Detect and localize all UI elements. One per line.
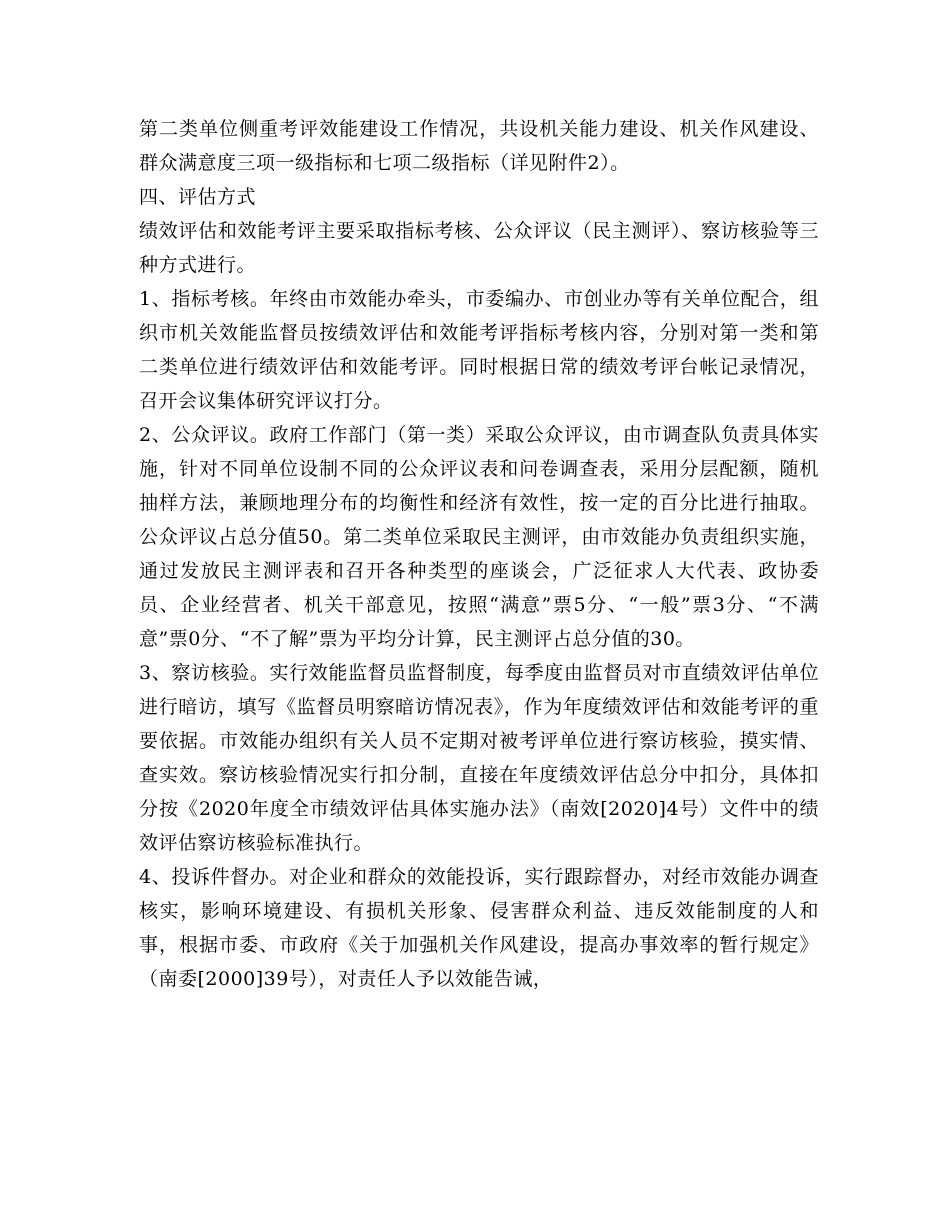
- paragraph-category-two-criteria: 第二类单位侧重考评效能建设工作情况，共设机关能力建设、机关作风建设、群众满意度三项一级指标和七项二级指标（详见附件2）。: [139, 118, 819, 174]
- section-heading-evaluation-method: 四、评估方式: [139, 186, 257, 208]
- paragraph-evaluation-overview: 绩效评估和效能考评主要采取指标考核、公众评议（民主测评）、察访核验等三种方式进行。: [139, 220, 819, 276]
- paragraph-complaint-supervision: 4、投诉件督办。对企业和群众的效能投诉，实行跟踪督办，对经市效能办调查核实，影响环境建设、有损机关形象、侵害群众利益、违反效能制度的人和事，根据市委、市政府《关于加强机关作风建设，提高办事效率的暂行规定》（南委[2000]39号），对责任人予以效能告诫，: [139, 866, 819, 990]
- paragraph-indicator-assessment: 1、指标考核。年终由市效能办牵头，市委编办、市创业办等有关单位配合，组织市机关效能监督员按绩效评估和效能考评指标考核内容，分别对第一类和第二类单位进行绩效评估和效能考评。同时根据日常的绩效考评台帐记录情况，召开会议集体研究评议打分。: [139, 288, 819, 412]
- document-body: [139, 112, 819, 996]
- paragraph-public-review: 2、公众评议。政府工作部门（第一类）采取公众评议，由市调查队负责具体实施，针对不同单位设制不同的公众评议表和问卷调查表，采用分层配额，随机抽样方法，兼顾地理分布的均衡性和经济有效性，按一定的百分比进行抽取。公众评议占总分值50。第二类单位采取民主测评，由市效能办负责组织实施，通过发放民主测评表和召开各种类型的座谈会，广泛征求人大代表、政协委员、企业经营者、机关干部意见，按照“满意”票5分、“一般”票3分、“不满意”票0分、“不了解”票为平均分计算，民主测评占总分值的30。: [139, 424, 819, 650]
- paragraph-inspection-verification: 3、察访核验。实行效能监督员监督制度，每季度由监督员对市直绩效评估单位进行暗访，填写《监督员明察暗访情况表》，作为年度绩效评估和效能考评的重要依据。市效能办组织有关人员不定期对被考评单位进行察访核验，摸实情、查实效。察访核验情况实行扣分制，直接在年度绩效评估总分中扣分，具体扣分按《2020年度全市绩效评估具体实施办法》（南效[2020]4号）文件中的绩效评估察访核验标准执行。: [139, 662, 819, 854]
